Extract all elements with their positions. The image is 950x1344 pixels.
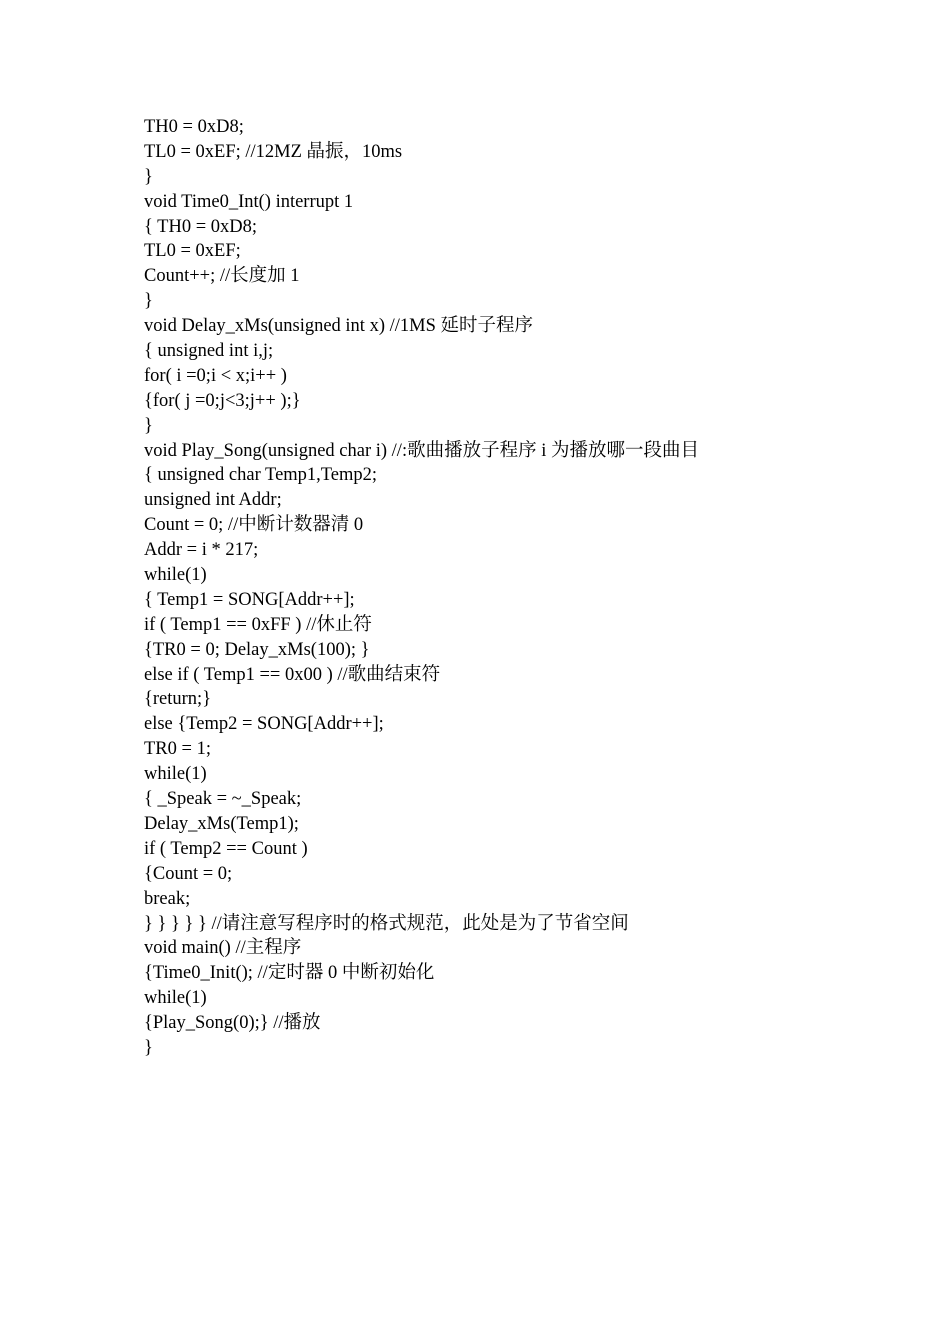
code-line: else {Temp2 = SONG[Addr++];: [144, 714, 384, 735]
code-line: TL0 = 0xEF; //12MZ 晶振，10ms: [144, 141, 403, 162]
code-line: { unsigned char Temp1,Temp2;: [144, 465, 378, 486]
code-line: TH0 = 0xD8;: [144, 117, 244, 137]
code-line: TR0 = 1;: [144, 739, 211, 760]
code-line: {return;}: [144, 689, 212, 710]
code-line: {TR0 = 0; Delay_xMs(100); }: [144, 639, 370, 660]
code-line: }: [144, 166, 153, 187]
code-line: { TH0 = 0xD8;: [144, 216, 258, 237]
code-line: void Play_Song(unsigned char i) //:歌曲播放子程序 i 为播放哪一段曲目: [144, 440, 699, 461]
code-line: if ( Temp2 == Count ): [144, 838, 308, 859]
code-line: break;: [144, 888, 191, 909]
code-line: void Time0_Int() interrupt 1: [144, 191, 354, 212]
code-line: {Count = 0;: [144, 863, 233, 884]
code-line: }: [144, 415, 153, 436]
code-line: }: [144, 1037, 153, 1058]
code-line: for( i =0;i < x;i++ ): [144, 365, 287, 386]
code-line: { unsigned int i,j;: [144, 341, 274, 362]
code-line: } } } } } //请注意写程序时的格式规范，此处是为了节省空间: [144, 913, 629, 934]
code-line: {Play_Song(0);} //播放: [144, 1013, 321, 1034]
code-line: Count++; //长度加 1: [144, 266, 300, 287]
code-listing: [144, 115, 904, 1061]
code-line: if ( Temp1 == 0xFF ) //休止符: [144, 614, 372, 635]
code-line: Delay_xMs(Temp1);: [144, 813, 299, 834]
code-line: TL0 = 0xEF;: [144, 241, 241, 262]
code-line: while(1): [144, 764, 207, 785]
code-line: void main() //主程序: [144, 938, 302, 959]
code-line: Count = 0; //中断计数器清 0: [144, 515, 364, 536]
code-line: {for( j =0;j<3;j++ );}: [144, 390, 301, 411]
code-line: Addr = i * 217;: [144, 540, 259, 561]
code-line: while(1): [144, 565, 207, 586]
code-line: while(1): [144, 988, 207, 1009]
code-line: else if ( Temp1 == 0x00 ) //歌曲结束符: [144, 664, 441, 685]
code-line: {Time0_Init(); //定时器 0 中断初始化: [144, 963, 435, 984]
code-line: void Delay_xMs(unsigned int x) //1MS 延时子程序: [144, 316, 534, 337]
code-line: { _Speak = ~_Speak;: [144, 789, 302, 810]
code-line: }: [144, 291, 153, 312]
code-line: unsigned int Addr;: [144, 490, 282, 511]
code-line: { Temp1 = SONG[Addr++];: [144, 589, 355, 610]
